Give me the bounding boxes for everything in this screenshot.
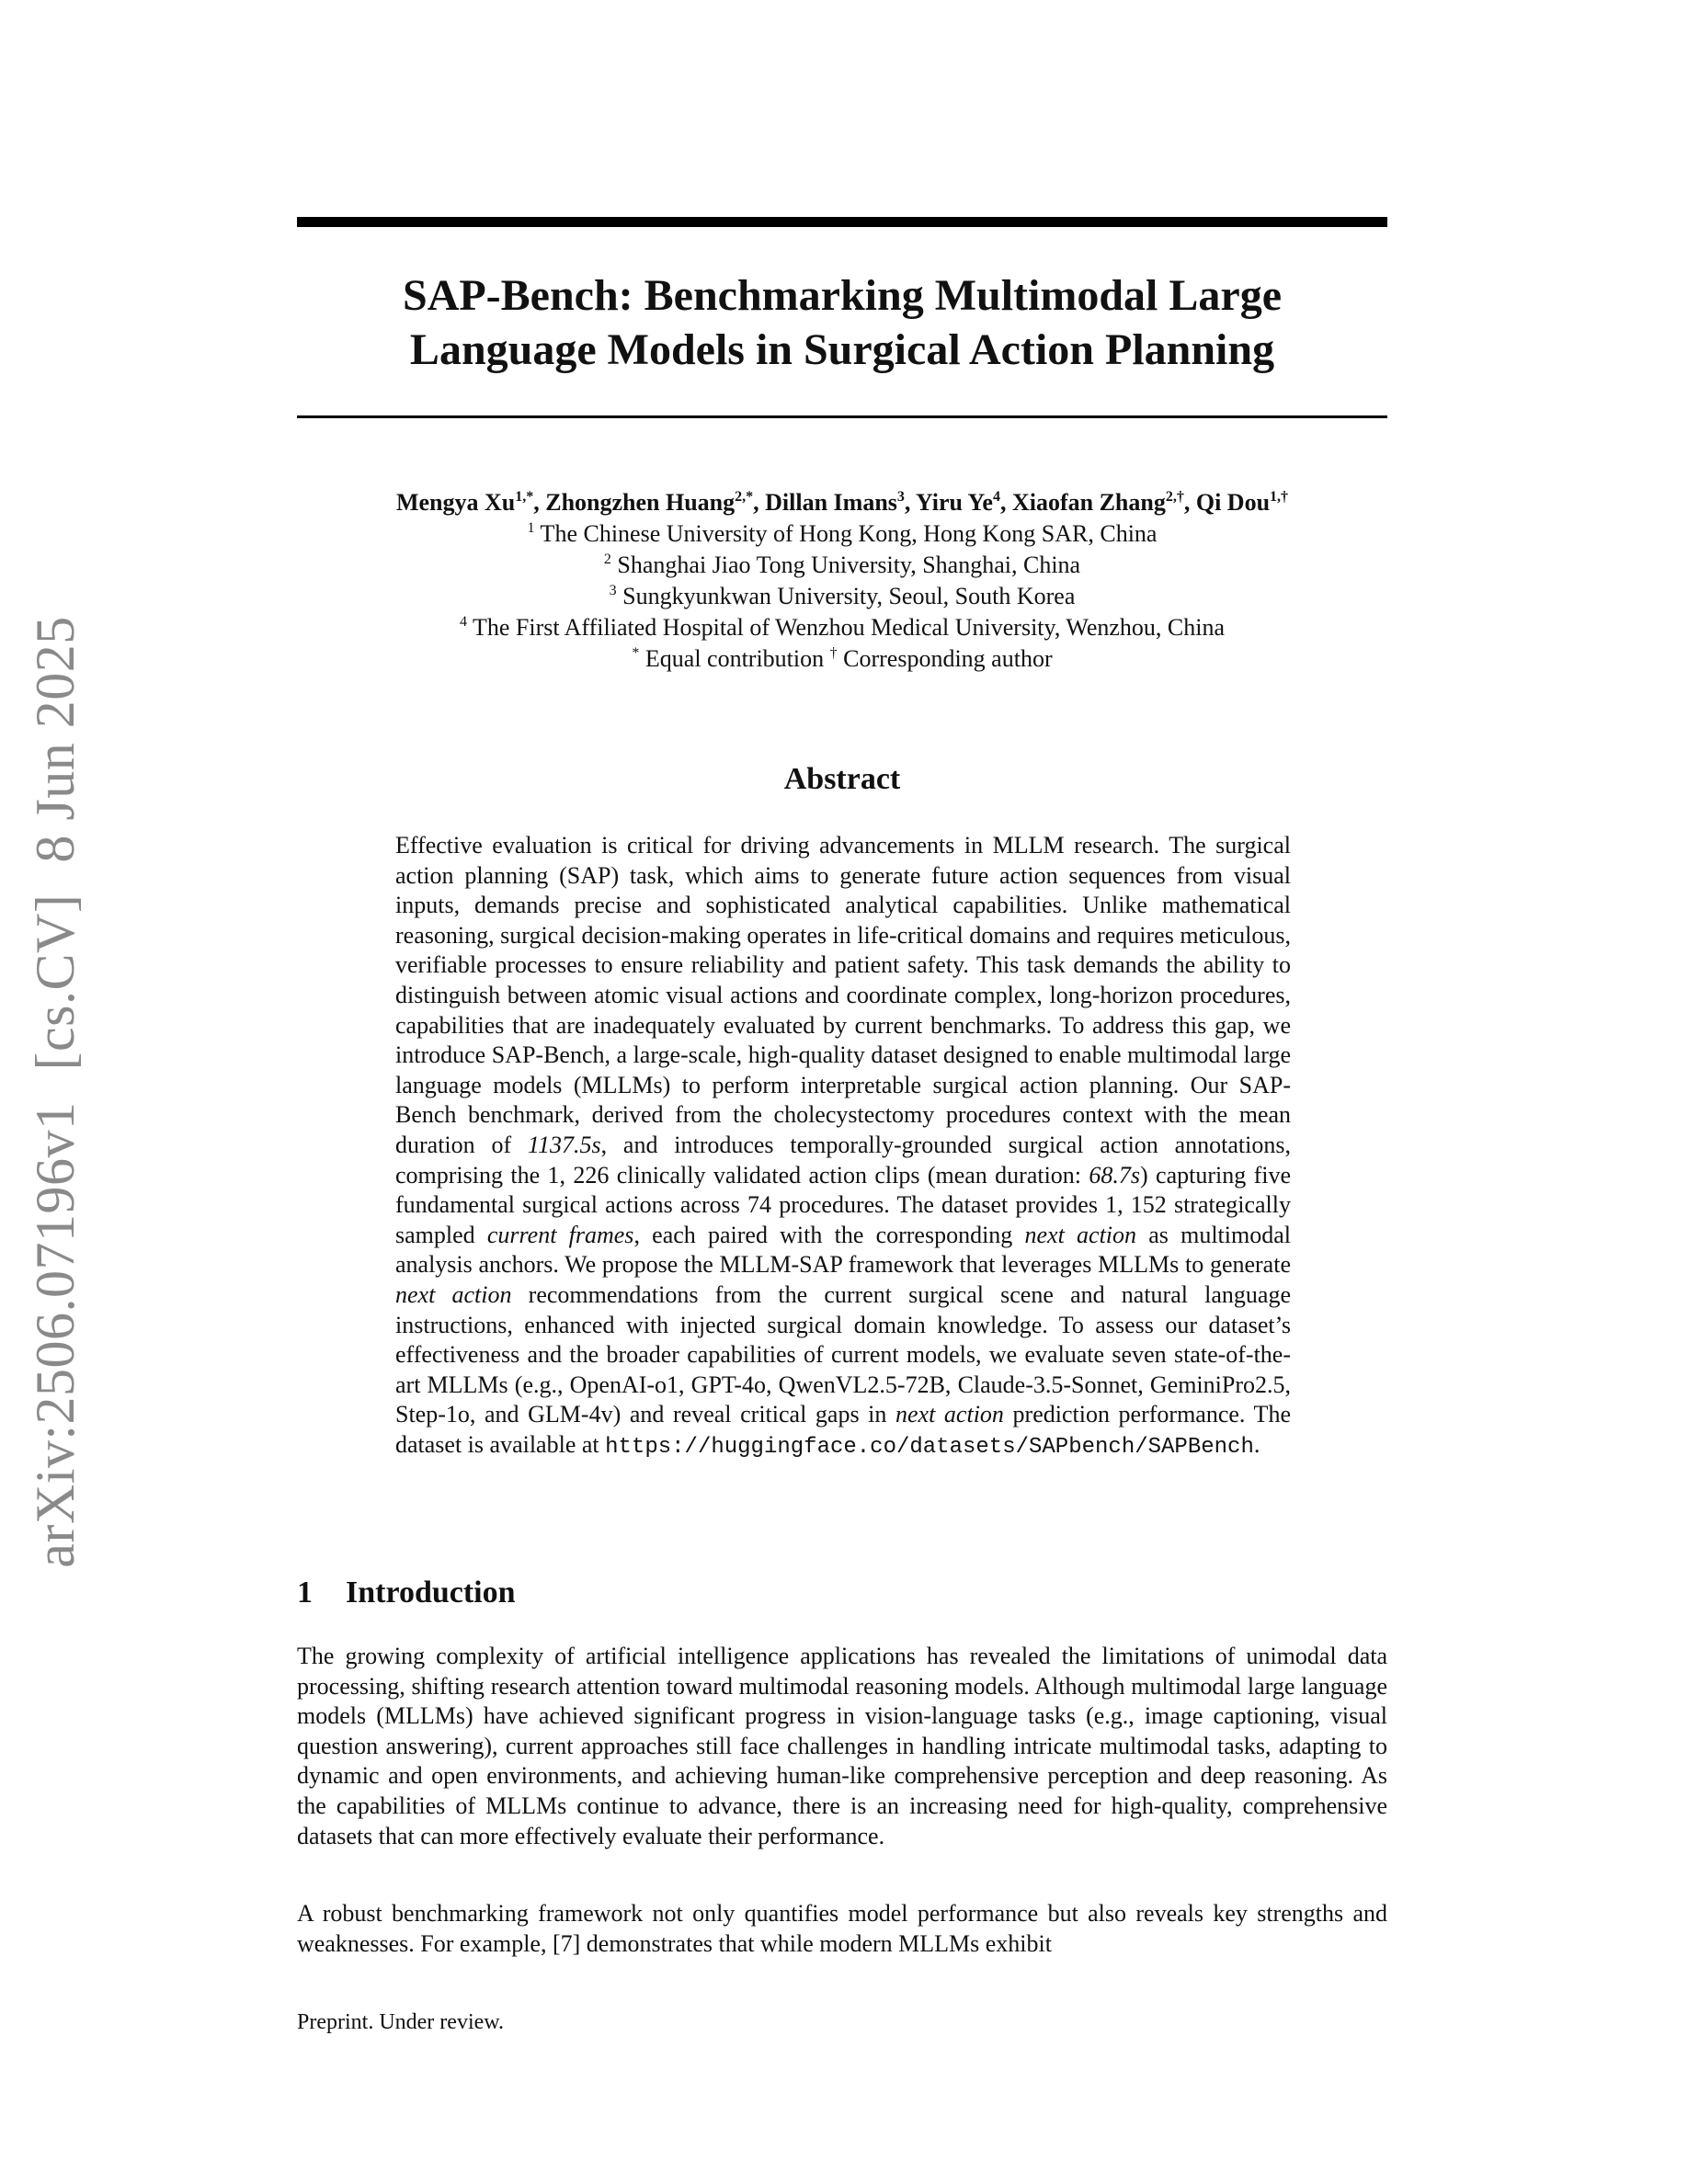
affiliation-number: 4 xyxy=(459,614,467,630)
preprint-footer: Preprint. Under review. xyxy=(297,2010,505,2034)
intro-paragraph-2: A robust benchmarking framework not only quantifies model performance but also reveals key strengths and weaknesses. For example, [7] demonstrates that while modern MLLMs exhibit xyxy=(297,1900,1387,1957)
abstract-emphasis: next action xyxy=(895,1401,1004,1428)
abstract-text xyxy=(395,831,1291,1462)
abstract-run: , each paired with the corresponding xyxy=(633,1221,1025,1248)
author-marks: 2,* xyxy=(735,489,754,505)
author-marks: 4 xyxy=(992,489,1000,505)
author-name: Mengya Xu xyxy=(395,489,516,516)
author-block xyxy=(297,487,1387,675)
equal-contribution-text: Equal contribution xyxy=(639,645,830,672)
title-bottom-rule xyxy=(297,415,1387,418)
author-separator: , xyxy=(753,489,766,516)
paper-title xyxy=(297,268,1387,377)
abstract-run: as multimodal analysis anchors. We propose the MLLM-SAP framework that leverages MLLMs to generate xyxy=(395,1221,1291,1279)
author-name: Zhongzhen Huang xyxy=(545,489,736,516)
affiliation-number: 3 xyxy=(609,583,617,598)
affiliation xyxy=(297,550,1387,581)
corresponding-author-mark: † xyxy=(829,645,838,661)
arxiv-date: 8 Jun 2025 xyxy=(25,616,86,863)
author-name: Xiaofan Zhang xyxy=(1011,489,1166,516)
author-list xyxy=(297,487,1387,518)
author-name: Dillan Imans xyxy=(765,489,897,516)
intro-paragraph-1: The growing complexity of artificial intelligence applications has revealed the limitations of unimodal data processing, shifting research attention toward multimodal reasoning models. Although multimodal large language models (MLLMs) have achieved significant progress in vision-language tasks (e.g., image captioning, visual question answering), current approaches still face challenges in handling intricate multimodal tasks, adapting to dynamic and open environments, and achieving human-like comprehensive perception and deep reasoning. As the capabilities of MLLMs continue to advance, there is an increasing need for high-quality, comprehensive datasets that can more effectively evaluate their performance. xyxy=(297,1643,1387,1849)
abstract-math: 68.7s xyxy=(1089,1161,1141,1189)
author-marks: 2,† xyxy=(1165,489,1184,505)
arxiv-category: [cs.CV] xyxy=(25,893,86,1071)
abstract-run: strategically sampled xyxy=(395,1191,1291,1248)
author-separator: , xyxy=(533,489,546,516)
author-separator: , xyxy=(999,489,1012,516)
abstract-emphasis: next action xyxy=(395,1280,512,1308)
abstract-heading: Abstract xyxy=(783,762,901,796)
affiliation xyxy=(297,518,1387,550)
abstract-run: clinically validated action clips (mean duration: xyxy=(609,1161,1089,1189)
affiliation-text: Shanghai Jiao Tong University, Shanghai, China xyxy=(610,552,1081,578)
author-name: Yiru Ye xyxy=(915,489,993,516)
abstract-emphasis: next action xyxy=(1024,1221,1137,1248)
abstract-math: 1137.5s xyxy=(527,1131,601,1158)
contribution-note xyxy=(297,643,1387,675)
section-title: Introduction xyxy=(346,1575,516,1610)
abstract-math: 1, 226 xyxy=(547,1161,610,1189)
affiliation-number: 1 xyxy=(527,520,535,536)
corresponding-author-text: Corresponding author xyxy=(837,645,1053,672)
section-number: 1 xyxy=(297,1575,313,1610)
arxiv-side-stamp xyxy=(18,495,92,1689)
affiliation-number: 2 xyxy=(603,552,611,567)
abstract-run: , and introduces temporally-grounded surgical action annotations, comprising the xyxy=(395,1131,1291,1189)
dataset-link[interactable]: https://huggingface.co/datasets/SAPbench/SAPBench xyxy=(605,1434,1254,1460)
author-separator: , xyxy=(1183,489,1196,516)
affiliation xyxy=(297,581,1387,612)
arxiv-id: arXiv:2506.07196v1 xyxy=(25,1101,86,1568)
abstract-math: 1, 152 xyxy=(1105,1191,1167,1219)
author-separator: , xyxy=(904,489,916,516)
author-marks: 3 xyxy=(896,489,905,505)
title-line-1: SAP-Bench: Benchmarking Multimodal Large xyxy=(403,271,1282,320)
author-name: Qi Dou xyxy=(1195,489,1271,516)
author-marks: 1,† xyxy=(1270,489,1289,505)
author-marks: 1,* xyxy=(515,489,534,505)
title-line-2: Language Models in Surgical Action Planning xyxy=(409,325,1275,374)
affiliation-text: The First Affiliated Hospital of Wenzhou Medical University, Wenzhou, China xyxy=(466,614,1226,641)
affiliation-text: The Chinese University of Hong Kong, Hong Kong SAR, China xyxy=(534,520,1158,547)
section-heading-introduction xyxy=(297,1574,516,1612)
affiliation xyxy=(297,612,1387,643)
equal-contribution-mark: * xyxy=(632,645,640,661)
abstract-run: Effective evaluation is critical for driving advancements in MLLM research. The surgical action planning (SAP) task, which aims to generate future action sequences from visual inputs, demands precise and sophisticated analytical capabilities. Unlike mathematical reasoning, surgical decision-making operates in life-critical domains and requires meticulous, verifiable processes to ensure reliability and patient safety. This task demands the ability to distinguish between atomic visual actions and coordinate complex, long-horizon procedures, capabilities that are inadequately evaluated by current benchmarks. To address this gap, we introduce SAP-Bench, a large-scale, high-quality dataset designed to enable multimodal large language models (MLLMs) to perform interpretable surgical action planning. Our SAP-Bench benchmark, derived from the cholecystectomy procedures context with the mean duration of xyxy=(395,832,1291,1158)
abstract-emphasis: current frames xyxy=(486,1221,634,1248)
abstract-run: . xyxy=(1253,1430,1260,1458)
title-top-rule xyxy=(297,217,1387,227)
abstract-run: recommendations from the current surgical scene and natural language instructions, enhanced with injected surgical domain knowledge. To assess our dataset’s effectiveness and the broader capabilities of current models, we evaluate seven state-of-the-art MLLMs (e.g., OpenAI-o1, GPT-4o, QwenVL2.5-72B, Claude-3.5-Sonnet, GeminiPro2.5, Step-1o, and GLM-4v) and reveal critical gaps in xyxy=(395,1280,1291,1428)
affiliation-text: Sungkyunkwan University, Seoul, South Korea xyxy=(616,583,1076,609)
abstract-run: ) capturing five fundamental surgical actions across 74 procedures. The dataset provides xyxy=(395,1161,1292,1219)
abstract-run: prediction performance. The dataset is available at xyxy=(395,1401,1291,1458)
